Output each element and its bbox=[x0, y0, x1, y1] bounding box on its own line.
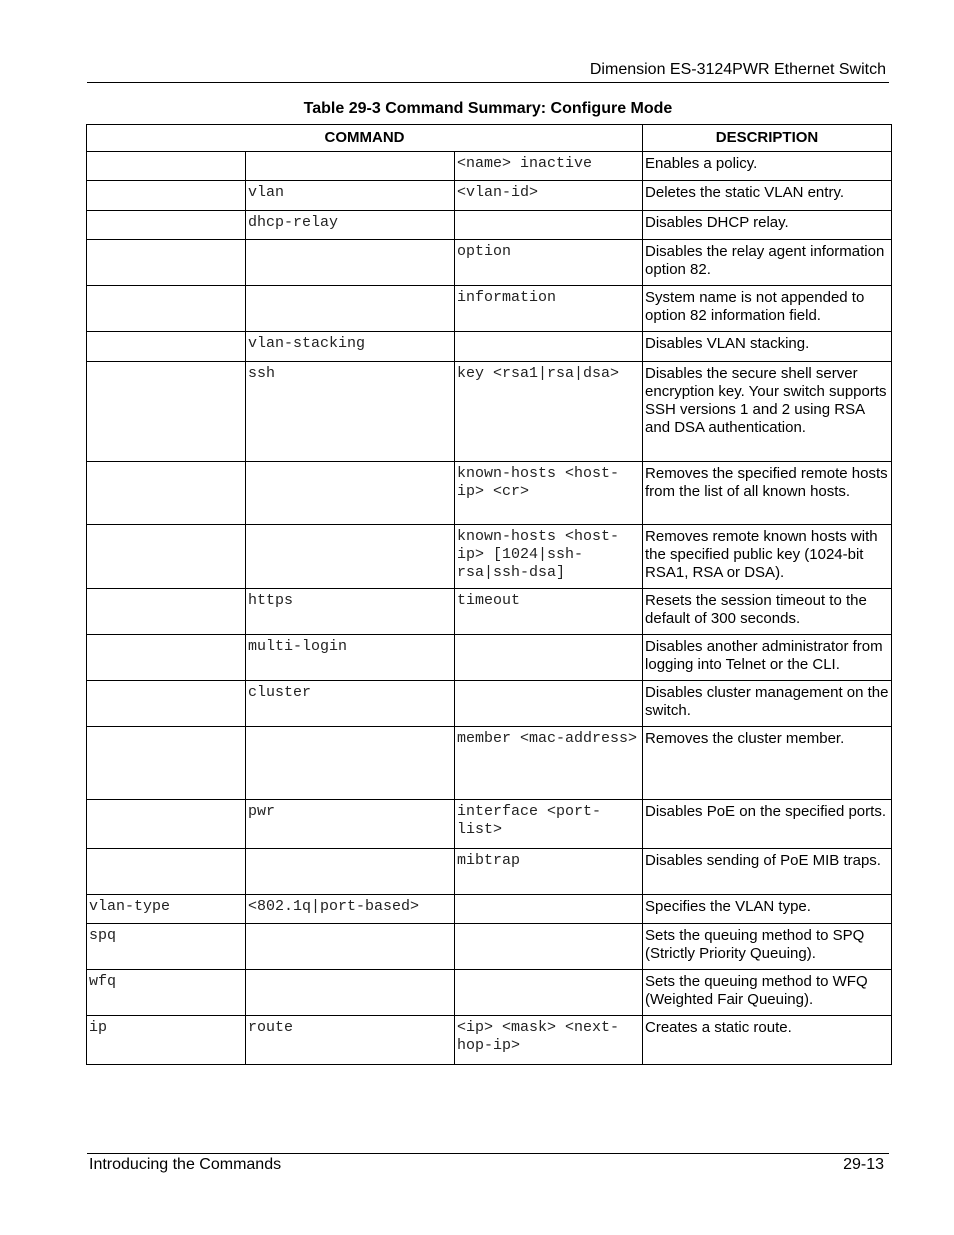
description-cell: Sets the queuing method to SPQ (Strictly Priority Queuing). bbox=[643, 924, 892, 970]
subcommand-cell: multi-login bbox=[246, 635, 455, 681]
subcommand-cell bbox=[246, 286, 455, 332]
header-divider bbox=[87, 82, 889, 83]
argument-cell: <vlan-id> bbox=[455, 181, 643, 211]
command-cell: spq bbox=[87, 924, 246, 970]
command-summary-table bbox=[86, 124, 892, 1065]
description-cell: Sets the queuing method to WFQ (Weighted Fair Queuing). bbox=[643, 970, 892, 1016]
argument-cell bbox=[455, 635, 643, 681]
argument-cell: known-hosts <host-ip> [1024|ssh-rsa|ssh-dsa] bbox=[455, 525, 643, 589]
argument-cell: known-hosts <host-ip> <cr> bbox=[455, 462, 643, 525]
table-row bbox=[87, 895, 892, 924]
command-cell bbox=[87, 589, 246, 635]
command-cell bbox=[87, 681, 246, 727]
subcommand-cell: dhcp-relay bbox=[246, 211, 455, 240]
subcommand-cell bbox=[246, 152, 455, 181]
table-row bbox=[87, 924, 892, 970]
subcommand-cell: cluster bbox=[246, 681, 455, 727]
command-cell bbox=[87, 525, 246, 589]
table-row bbox=[87, 181, 892, 211]
command-cell: ip bbox=[87, 1016, 246, 1065]
table-row bbox=[87, 211, 892, 240]
subcommand-cell bbox=[246, 727, 455, 800]
argument-cell bbox=[455, 681, 643, 727]
table-header-row bbox=[87, 125, 892, 152]
argument-cell: mibtrap bbox=[455, 849, 643, 895]
subcommand-cell bbox=[246, 849, 455, 895]
argument-cell: timeout bbox=[455, 589, 643, 635]
subcommand-cell: pwr bbox=[246, 800, 455, 849]
description-cell: Removes the specified remote hosts from the list of all known hosts. bbox=[643, 462, 892, 525]
command-cell bbox=[87, 211, 246, 240]
argument-cell: <ip> <mask> <next-hop-ip> bbox=[455, 1016, 643, 1065]
command-cell bbox=[87, 240, 246, 286]
table-row bbox=[87, 970, 892, 1016]
table-row bbox=[87, 462, 892, 525]
description-cell: Disables cluster management on the switch. bbox=[643, 681, 892, 727]
description-cell: Disables VLAN stacking. bbox=[643, 332, 892, 362]
table-row bbox=[87, 525, 892, 589]
table-row bbox=[87, 362, 892, 462]
command-cell bbox=[87, 181, 246, 211]
argument-cell bbox=[455, 211, 643, 240]
footer-divider bbox=[87, 1153, 889, 1154]
argument-cell: interface <port-list> bbox=[455, 800, 643, 849]
command-cell bbox=[87, 727, 246, 800]
command-cell bbox=[87, 152, 246, 181]
command-cell bbox=[87, 849, 246, 895]
description-cell: Removes the cluster member. bbox=[643, 727, 892, 800]
argument-cell bbox=[455, 895, 643, 924]
command-cell bbox=[87, 362, 246, 462]
description-cell: Deletes the static VLAN entry. bbox=[643, 181, 892, 211]
description-cell: System name is not appended to option 82 information field. bbox=[643, 286, 892, 332]
description-cell: Disables another administrator from logging into Telnet or the CLI. bbox=[643, 635, 892, 681]
argument-cell bbox=[455, 332, 643, 362]
subcommand-cell: <802.1q|port-based> bbox=[246, 895, 455, 924]
table-caption: Table 29-3 Command Summary: Configure Mode bbox=[303, 100, 673, 117]
table-row bbox=[87, 849, 892, 895]
footer-section-title: Introducing the Commands bbox=[89, 1156, 282, 1173]
table-row bbox=[87, 332, 892, 362]
subcommand-cell bbox=[246, 240, 455, 286]
description-cell: Disables the relay agent information option 82. bbox=[643, 240, 892, 286]
subcommand-cell: ssh bbox=[246, 362, 455, 462]
table-row bbox=[87, 727, 892, 800]
command-cell bbox=[87, 286, 246, 332]
argument-cell: option bbox=[455, 240, 643, 286]
description-cell: Removes remote known hosts with the specified public key (1024-bit RSA1, RSA or DSA). bbox=[643, 525, 892, 589]
subcommand-cell: vlan-stacking bbox=[246, 332, 455, 362]
table-row bbox=[87, 589, 892, 635]
description-cell: Enables a policy. bbox=[643, 152, 892, 181]
table-row bbox=[87, 152, 892, 181]
table-row bbox=[87, 681, 892, 727]
page-header-title: Dimension ES-3124PWR Ethernet Switch bbox=[589, 61, 886, 78]
description-cell: Specifies the VLAN type. bbox=[643, 895, 892, 924]
description-cell: Disables DHCP relay. bbox=[643, 211, 892, 240]
command-cell bbox=[87, 462, 246, 525]
table-row bbox=[87, 240, 892, 286]
footer-page-number: 29-13 bbox=[843, 1156, 884, 1173]
argument-cell bbox=[455, 924, 643, 970]
command-cell: vlan-type bbox=[87, 895, 246, 924]
subcommand-cell bbox=[246, 462, 455, 525]
description-cell: Creates a static route. bbox=[643, 1016, 892, 1065]
description-cell: Resets the session timeout to the default of 300 seconds. bbox=[643, 589, 892, 635]
command-column-header: COMMAND bbox=[87, 125, 643, 152]
subcommand-cell: vlan bbox=[246, 181, 455, 211]
description-column-header: DESCRIPTION bbox=[643, 125, 892, 152]
command-cell: wfq bbox=[87, 970, 246, 1016]
subcommand-cell bbox=[246, 924, 455, 970]
command-cell bbox=[87, 332, 246, 362]
argument-cell: key <rsa1|rsa|dsa> bbox=[455, 362, 643, 462]
subcommand-cell: route bbox=[246, 1016, 455, 1065]
subcommand-cell bbox=[246, 970, 455, 1016]
subcommand-cell: https bbox=[246, 589, 455, 635]
argument-cell: information bbox=[455, 286, 643, 332]
command-cell bbox=[87, 800, 246, 849]
table-row bbox=[87, 1016, 892, 1065]
description-cell: Disables PoE on the specified ports. bbox=[643, 800, 892, 849]
subcommand-cell bbox=[246, 525, 455, 589]
argument-cell: member <mac-address> bbox=[455, 727, 643, 800]
description-cell: Disables the secure shell server encryption key. Your switch supports SSH versions 1 and 2 using RSA and DSA authentication. bbox=[643, 362, 892, 462]
table-row bbox=[87, 286, 892, 332]
table-row bbox=[87, 635, 892, 681]
description-cell: Disables sending of PoE MIB traps. bbox=[643, 849, 892, 895]
table-row bbox=[87, 800, 892, 849]
argument-cell: <name> inactive bbox=[455, 152, 643, 181]
command-cell bbox=[87, 635, 246, 681]
argument-cell bbox=[455, 970, 643, 1016]
